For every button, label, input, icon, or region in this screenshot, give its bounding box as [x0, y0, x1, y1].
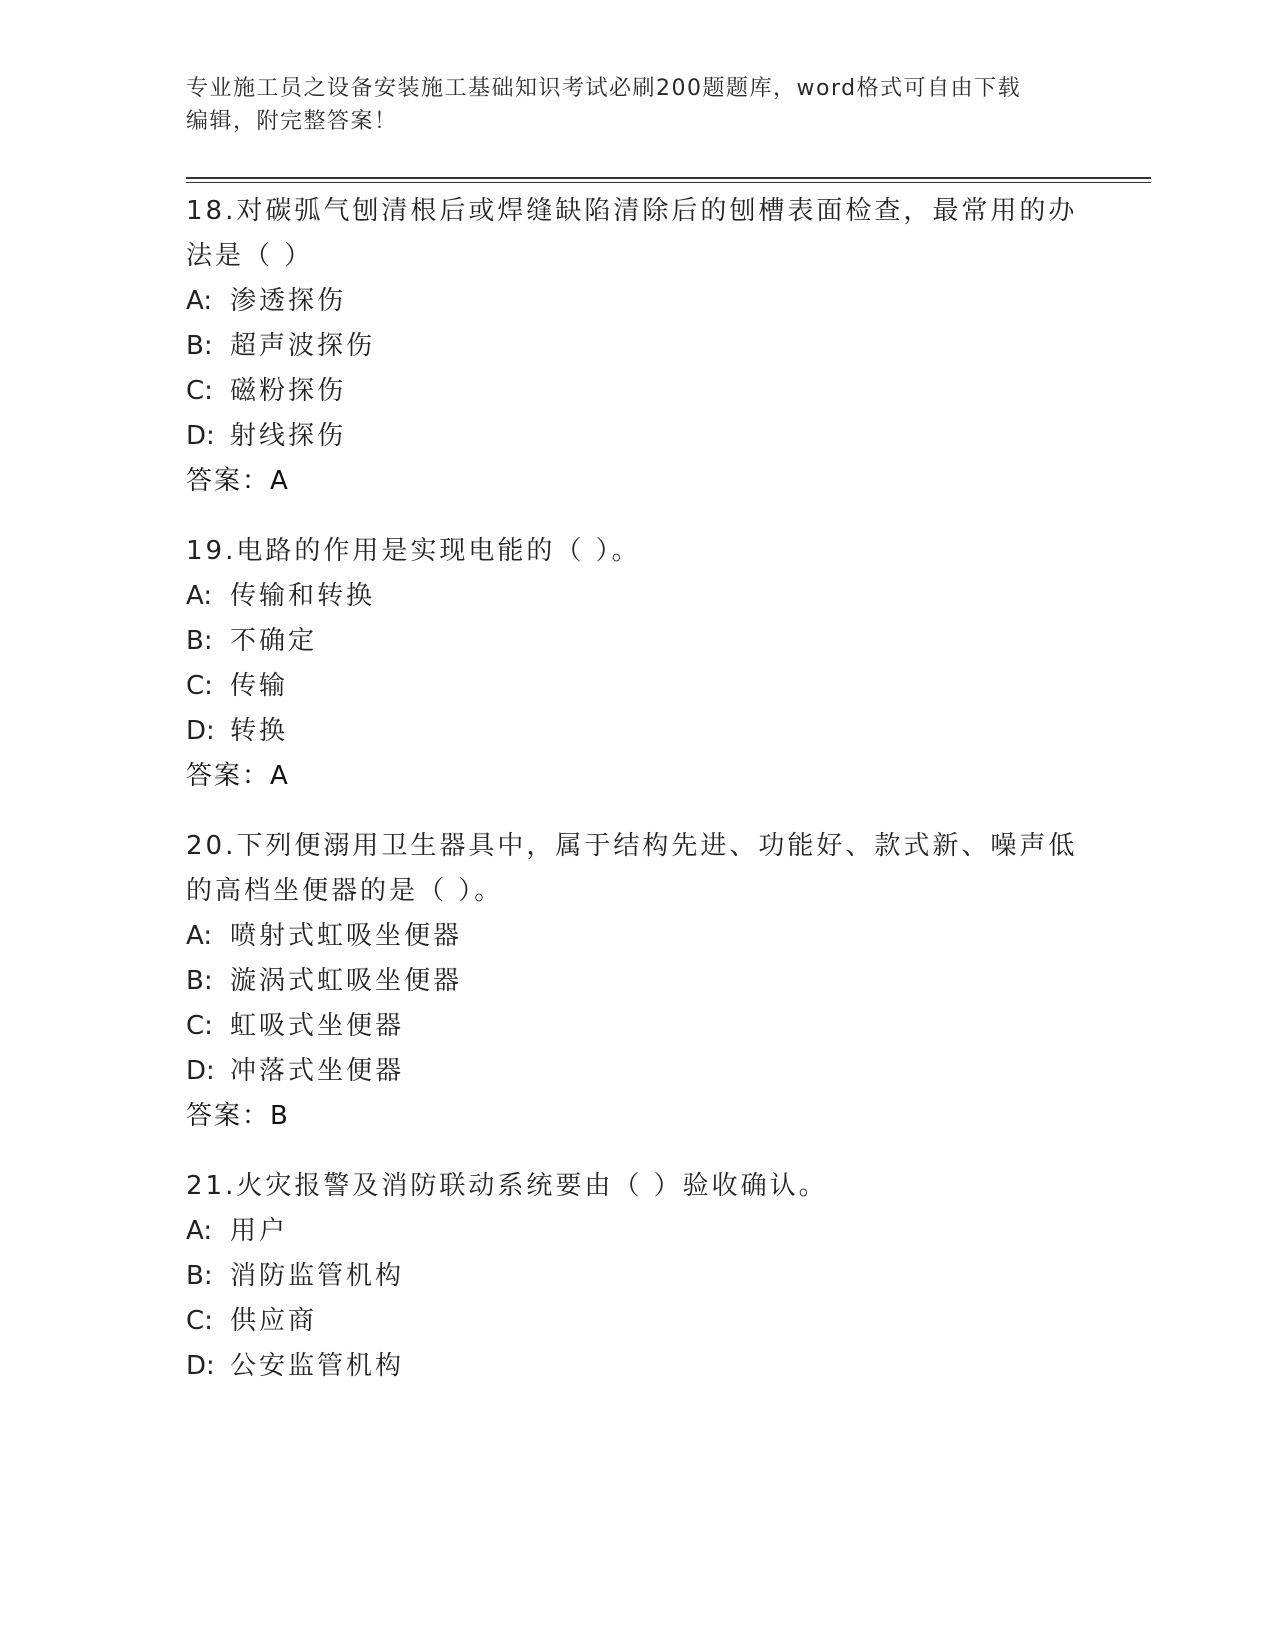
question-stem-line-2: 的高档坐便器的是（ ）。	[186, 876, 504, 906]
option-text: 消防监管机构	[230, 1261, 405, 1291]
option-text: 磁粉探伤	[230, 376, 347, 406]
question-stem-line-2: 法是（ ）	[186, 241, 314, 271]
option-text: 转换	[230, 716, 289, 746]
option-c	[186, 664, 1086, 709]
option-a	[186, 574, 1086, 619]
option-text: 传输和转换	[230, 581, 376, 611]
option-key: D:	[186, 1351, 215, 1381]
option-key: A:	[186, 1216, 213, 1246]
option-key: C:	[186, 1011, 213, 1041]
header-line-1: 专业施工员之设备安装施工基础知识考试必刷200题题库，word格式可自由下载	[186, 76, 1022, 101]
question-list	[186, 189, 1086, 1414]
question-stem-line-1: 19.电路的作用是实现电能的（ ）。	[186, 536, 641, 566]
option-key: B:	[186, 966, 213, 996]
question-20	[186, 824, 1086, 1139]
option-c	[186, 369, 1086, 414]
option-b	[186, 959, 1086, 1004]
option-text: 传输	[230, 671, 289, 701]
option-d	[186, 1049, 1086, 1094]
header-divider-thin	[186, 182, 1151, 183]
option-text: 冲落式坐便器	[230, 1056, 405, 1086]
option-d	[186, 1344, 1086, 1389]
option-key: A:	[186, 921, 213, 951]
option-key: B:	[186, 331, 213, 361]
document-header	[186, 72, 1086, 138]
option-text: 公安监管机构	[230, 1351, 405, 1381]
option-key: C:	[186, 376, 213, 406]
question-21	[186, 1164, 1086, 1389]
option-text: 虹吸式坐便器	[230, 1011, 405, 1041]
question-stem-line-1: 21.火灾报警及消防联动系统要由（ ）验收确认。	[186, 1171, 828, 1201]
answer-line: 答案：B	[186, 1101, 290, 1131]
option-c	[186, 1004, 1086, 1049]
option-key: D:	[186, 716, 215, 746]
option-key: A:	[186, 581, 213, 611]
option-text: 渗透探伤	[230, 286, 347, 316]
option-a	[186, 279, 1086, 324]
header-line-2: 编辑，附完整答案！	[186, 109, 398, 134]
option-d	[186, 709, 1086, 754]
question-stem-line-1: 20.下列便溺用卫生器具中，属于结构先进、功能好、款式新、噪声低	[186, 831, 1078, 861]
option-text: 供应商	[230, 1306, 318, 1336]
question-18	[186, 189, 1086, 504]
answer-line: 答案：A	[186, 761, 290, 791]
option-key: D:	[186, 1056, 215, 1086]
option-key: B:	[186, 1261, 213, 1291]
option-text: 射线探伤	[230, 421, 347, 451]
option-text: 喷射式虹吸坐便器	[230, 921, 463, 951]
option-d	[186, 414, 1086, 459]
question-19	[186, 529, 1086, 799]
option-c	[186, 1299, 1086, 1344]
question-stem-line-1: 18.对碳弧气刨清根后或焊缝缺陷清除后的刨槽表面检查，最常用的办	[186, 196, 1078, 226]
header-divider-thick	[186, 177, 1151, 179]
option-text: 不确定	[230, 626, 318, 656]
option-key: C:	[186, 1306, 213, 1336]
option-key: B:	[186, 626, 213, 656]
option-text: 用户	[230, 1216, 289, 1246]
option-key: A:	[186, 286, 213, 316]
answer-line: 答案：A	[186, 466, 290, 496]
option-text: 漩涡式虹吸坐便器	[230, 966, 463, 996]
option-key: D:	[186, 421, 215, 451]
option-b	[186, 619, 1086, 664]
option-key: C:	[186, 671, 213, 701]
option-a	[186, 914, 1086, 959]
option-a	[186, 1209, 1086, 1254]
option-text: 超声波探伤	[230, 331, 376, 361]
option-b	[186, 324, 1086, 369]
option-b	[186, 1254, 1086, 1299]
